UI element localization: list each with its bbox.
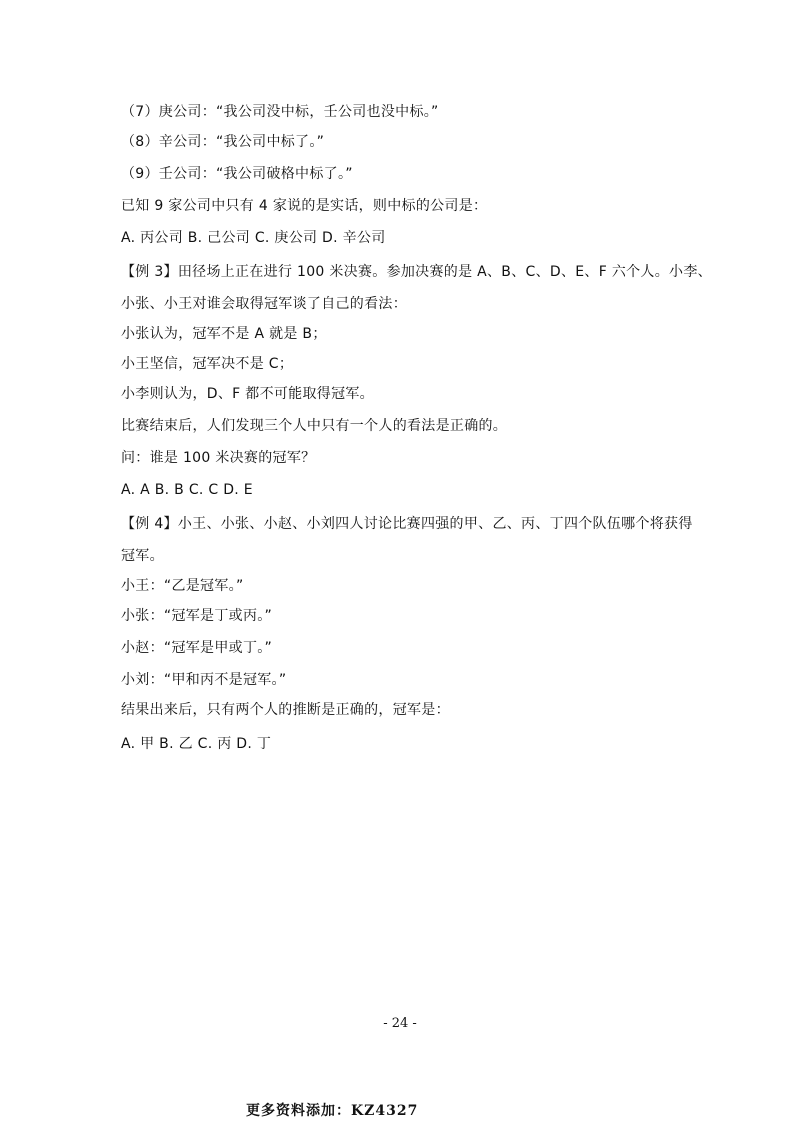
xiaoliu-statement: 小刘：“甲和丙不是冠军。” [121, 672, 287, 688]
li-opinion: 小李则认为，D、F 都不可能取得冠军。 [121, 386, 374, 402]
xiaozhao-statement: 小赵：“冠军是甲或丁。” [121, 640, 273, 656]
example-3-heading: 【例 3】田径场上正在进行 100 米决赛。参加决赛的是 A、B、C、D、E、F 六个人。小李、 [121, 264, 712, 280]
xiaowang-statement: 小王：“乙是冠军。” [121, 578, 244, 594]
example-4-line-2: 冠军。 [121, 548, 164, 564]
zhang-opinion: 小张认为，冠军不是 A 就是 B； [121, 326, 327, 342]
race-result: 比赛结束后，人们发现三个人中只有一个人的看法是正确的。 [121, 418, 508, 434]
footer-contact: 更多资料添加：KZ4327 [246, 1103, 419, 1119]
example-4-heading: 【例 4】小王、小张、小赵、小刘四人讨论比赛四强的甲、乙、丙、丁四个队伍哪个将获得 [121, 516, 693, 532]
page-number: - 24 - [383, 1016, 417, 1031]
example-3-line-2: 小张、小王对谁会取得冠军谈了自己的看法： [121, 296, 407, 312]
statement-7: （7）庚公司：“我公司没中标，壬公司也没中标。” [121, 104, 439, 120]
example-3-question: 问：谁是 100 米决赛的冠军？ [121, 450, 316, 466]
question-3-prompt: 已知 9 家公司中只有 4 家说的是实话，则中标的公司是： [121, 198, 488, 214]
statement-9: （9）壬公司：“我公司破格中标了。” [121, 166, 353, 182]
xiaozhang-statement: 小张：“冠军是丁或丙。” [121, 608, 273, 624]
example-4-options: A. 甲 B. 乙 C. 丙 D. 丁 [121, 736, 272, 752]
wang-opinion: 小王坚信，冠军决不是 C； [121, 356, 294, 372]
statement-8: （8）辛公司：“我公司中标了。” [121, 134, 325, 150]
example-3-options: A. A B. B C. C D. E [121, 482, 253, 498]
question-3-options: A. 丙公司 B. 己公司 C. 庚公司 D. 辛公司 [121, 230, 386, 246]
example-4-question: 结果出来后，只有两个人的推断是正确的，冠军是： [121, 702, 450, 718]
